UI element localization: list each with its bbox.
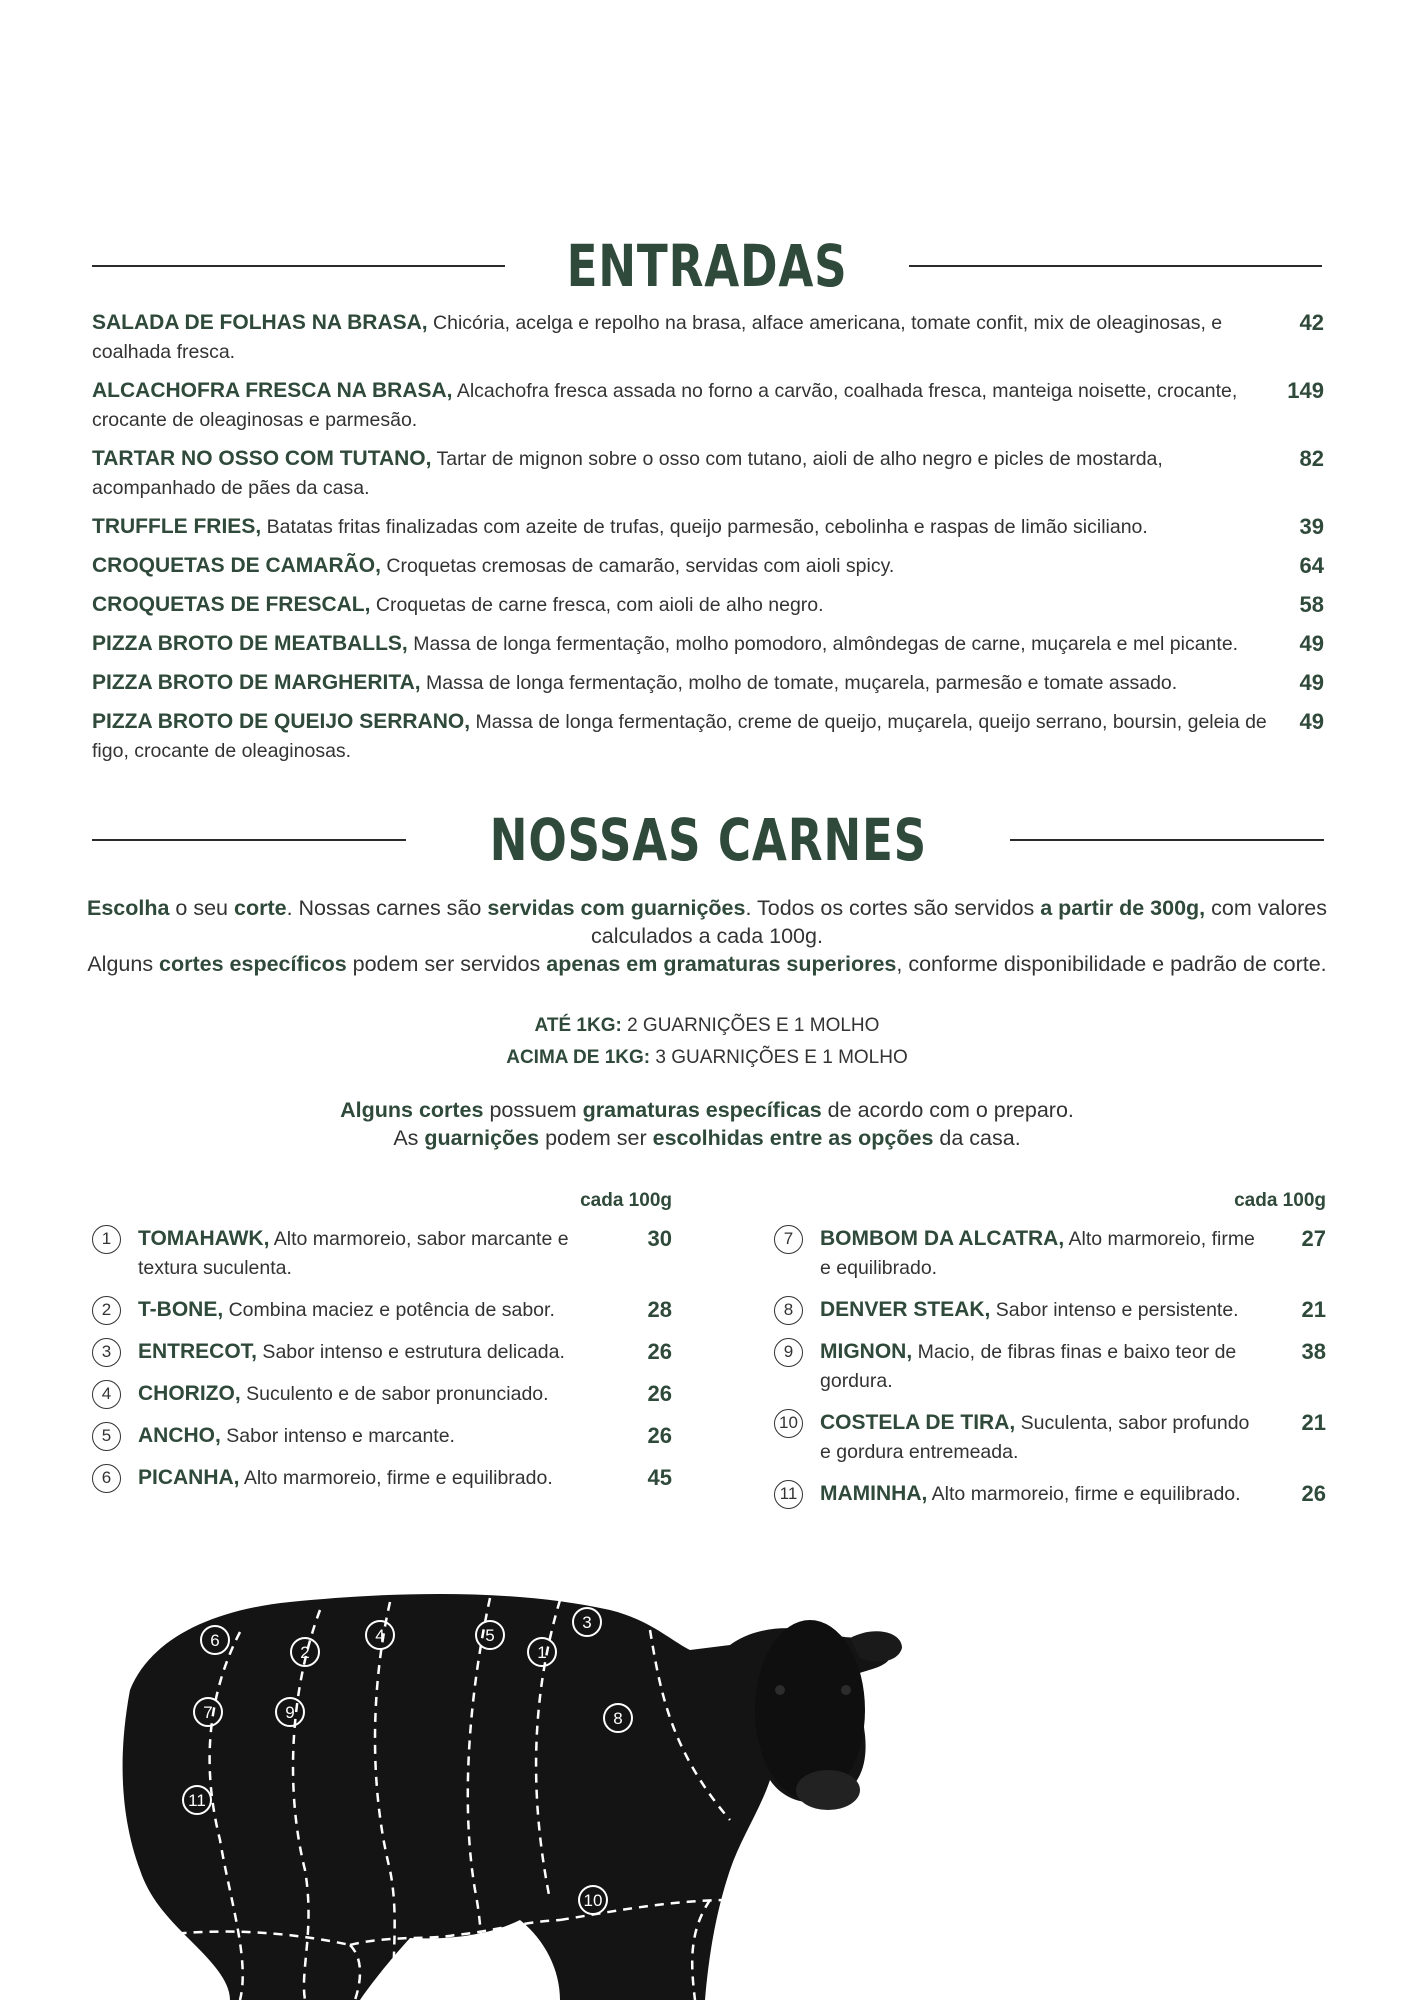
body-text: de acordo com o preparo. (821, 1098, 1074, 1122)
carnes-header (92, 800, 1324, 880)
cut-description: Alto marmoreio, firme e equilibrado. (239, 1467, 553, 1489)
menu-item-name: SALADA DE FOLHAS NA BRASA, (92, 311, 428, 334)
garnish-rule-1-label: ATÉ 1KG: (534, 1015, 622, 1036)
cut-description: Alto marmoreio, firme e equilibrado. (820, 1228, 1255, 1279)
cut-description: Suculento e de sabor pronunciado. (240, 1383, 549, 1405)
body-text: com valores calculados a cada 100g. (591, 896, 1328, 948)
cut-item (774, 1479, 1326, 1509)
menu-item-price: 39 (1299, 514, 1324, 539)
cut-text (820, 1224, 1260, 1283)
emphasis-text: apenas em gramaturas superiores (546, 952, 897, 976)
cut-name: CHORIZO, (138, 1382, 241, 1405)
header-rule-left (92, 265, 505, 267)
carnes-note-text (70, 1096, 1344, 1152)
menu-item-text (92, 444, 1272, 503)
menu-item-description: Croquetas de carne fresca, com aioli de alho negro. (370, 594, 824, 616)
emphasis-text: servidas com guarnições (487, 896, 746, 920)
cut-text (820, 1408, 1260, 1467)
garnish-rule-1-text: 2 GUARNIÇÕES E 1 MOLHO (621, 1015, 880, 1036)
cut-text (138, 1421, 578, 1451)
cow-eye (775, 1685, 785, 1695)
cut-price: 27 (1301, 1226, 1326, 1251)
menu-item-name: TRUFFLE FRIES, (92, 515, 262, 538)
cut-text (138, 1295, 578, 1325)
header-rule-left (92, 839, 406, 841)
menu-item-price: 64 (1299, 553, 1324, 578)
cow-cut-marker-label: 7 (203, 1703, 213, 1722)
cut-price: 21 (1301, 1410, 1326, 1435)
menu-item-text (92, 707, 1272, 766)
menu-item (92, 707, 1324, 766)
section-title-carnes: NOSSAS CARNES (489, 806, 927, 874)
entradas-list (92, 308, 1324, 775)
cut-price: 26 (647, 1423, 672, 1448)
cut-name: T-BONE, (138, 1298, 224, 1321)
carnes-intro-text (70, 894, 1344, 978)
cut-text (138, 1463, 578, 1493)
cut-number-badge: 2 (92, 1296, 121, 1325)
cut-description: Macio, de fibras finas e baixo teor de gordura. (820, 1341, 1237, 1392)
body-text: da casa. (933, 1126, 1021, 1150)
cut-number-badge: 9 (774, 1338, 803, 1367)
cow-cut-marker-label: 6 (210, 1631, 220, 1650)
menu-item-description: Massa de longa fermentação, creme de queijo, muçarela, queijo serrano, boursin, geleia de figo, crocante de oleaginosas. (92, 711, 1267, 762)
body-text: As (393, 1126, 425, 1150)
emphasis-text: escolhidas entre as opções (652, 1126, 934, 1150)
menu-item-name: CROQUETAS DE CAMARÃO, (92, 554, 381, 577)
cow-cut-marker-label: 5 (485, 1626, 495, 1645)
body-text: . Todos os cortes são servidos (745, 896, 1041, 920)
cut-number-badge: 8 (774, 1296, 803, 1325)
cut-price: 30 (647, 1226, 672, 1251)
cut-name: ENTRECOT, (138, 1340, 258, 1363)
cut-price: 38 (1301, 1339, 1326, 1364)
cut-text (138, 1337, 578, 1367)
emphasis-text: cortes específicos (159, 952, 347, 976)
menu-item-price: 58 (1299, 592, 1324, 617)
cut-description: Suculenta, sabor profundo e gordura entremeada. (820, 1412, 1250, 1463)
cut-item (92, 1463, 672, 1493)
cuts-column-right (774, 1190, 1326, 1521)
body-text: o seu (169, 896, 234, 920)
cut-name: MIGNON, (820, 1340, 913, 1363)
cut-text (138, 1224, 578, 1283)
menu-item-name: CROQUETAS DE FRESCAL, (92, 593, 371, 616)
cut-number-badge: 6 (92, 1464, 121, 1493)
menu-item-price: 42 (1299, 310, 1324, 335)
cut-description: Sabor intenso e persistente. (990, 1299, 1239, 1321)
menu-item-text (92, 551, 1272, 581)
garnish-rule-2-label: ACIMA DE 1KG: (506, 1047, 651, 1068)
menu-item-name: PIZZA BROTO DE QUEIJO SERRANO, (92, 710, 471, 733)
menu-item (92, 512, 1324, 542)
menu-item (92, 629, 1324, 659)
menu-item-price: 49 (1299, 670, 1324, 695)
cut-item (774, 1224, 1326, 1283)
menu-item (92, 590, 1324, 620)
cow-head (755, 1620, 865, 1800)
cut-price: 21 (1301, 1297, 1326, 1322)
cow-cut-marker-label: 1 (537, 1643, 547, 1662)
menu-item-description: Batatas fritas finalizadas com azeite de trufas, queijo parmesão, cebolinha e raspas de limão siciliano. (261, 516, 1148, 538)
garnish-rule-2 (70, 1042, 1344, 1074)
cut-text (138, 1379, 578, 1409)
header-rule-right (1010, 839, 1324, 841)
menu-item-text (92, 308, 1272, 367)
cow-snout (796, 1770, 860, 1810)
menu-item-text (92, 512, 1272, 542)
cuts-list-left (92, 1224, 672, 1493)
cut-name: BOMBOM DA ALCATRA, (820, 1227, 1065, 1250)
cow-silhouette (123, 1594, 902, 2000)
menu-item-price: 49 (1299, 709, 1324, 734)
cut-item (92, 1421, 672, 1451)
cut-text (820, 1479, 1260, 1509)
cow-cuts-illustration (90, 1540, 970, 2000)
body-text: podem ser (539, 1126, 653, 1150)
menu-item-text (92, 668, 1272, 698)
cuts-column-left (92, 1190, 672, 1505)
cut-number-badge: 7 (774, 1225, 803, 1254)
emphasis-text: gramaturas específicas (582, 1098, 822, 1122)
menu-item-name: ALCACHOFRA FRESCA NA BRASA, (92, 379, 453, 402)
cut-number-badge: 10 (774, 1409, 803, 1438)
cow-cut-marker-label: 4 (375, 1626, 385, 1645)
cut-number-badge: 5 (92, 1422, 121, 1451)
menu-item (92, 444, 1324, 503)
cut-name: MAMINHA, (820, 1482, 928, 1505)
cut-name: ANCHO, (138, 1424, 221, 1447)
menu-item-text (92, 629, 1272, 659)
entradas-header (92, 226, 1322, 306)
garnish-rule-1 (70, 1010, 1344, 1042)
emphasis-text: Escolha (86, 896, 170, 920)
cut-item (92, 1337, 672, 1367)
menu-item-description: Massa de longa fermentação, molho de tomate, muçarela, parmesão e tomate assado. (420, 672, 1178, 694)
cut-text (820, 1295, 1260, 1325)
cut-description: Alto marmoreio, firme e equilibrado. (927, 1483, 1241, 1505)
emphasis-text: Alguns cortes (340, 1098, 484, 1122)
body-text: . Nossas carnes são (286, 896, 488, 920)
menu-item-text (92, 376, 1272, 435)
menu-item-price: 49 (1299, 631, 1324, 656)
cut-item (774, 1295, 1326, 1325)
cut-number-badge: 11 (774, 1480, 803, 1509)
cut-number-badge: 1 (92, 1225, 121, 1254)
cut-price: 26 (647, 1381, 672, 1406)
cut-price: 45 (647, 1465, 672, 1490)
cut-item (92, 1295, 672, 1325)
cut-price: 28 (647, 1297, 672, 1322)
menu-item-price: 82 (1299, 446, 1324, 471)
menu-item (92, 376, 1324, 435)
menu-item-text (92, 590, 1272, 620)
cut-description: Sabor intenso e marcante. (220, 1425, 455, 1447)
cut-price: 26 (647, 1339, 672, 1364)
unit-label: cada 100g (580, 1190, 672, 1211)
cut-item (92, 1224, 672, 1283)
menu-item (92, 308, 1324, 367)
menu-item-description: Chicória, acelga e repolho na brasa, alface americana, tomate confit, mix de oleaginosas, e coalhada fresca. (92, 312, 1223, 363)
cut-description: Sabor intenso e estrutura delicada. (257, 1341, 565, 1363)
menu-item-description: Croquetas cremosas de camarão, servidas com aioli spicy. (380, 555, 895, 577)
cut-text (820, 1337, 1260, 1396)
cut-price: 26 (1301, 1481, 1326, 1506)
cut-name: COSTELA DE TIRA, (820, 1411, 1016, 1434)
menu-item-name: PIZZA BROTO DE MARGHERITA, (92, 671, 421, 694)
cow-cut-marker-label: 8 (613, 1709, 623, 1728)
menu-item-description: Alcachofra fresca assada no forno a carvão, coalhada fresca, manteiga noisette, crocante, crocante de oleaginosas e parmesão. (92, 380, 1238, 431)
cut-number-badge: 3 (92, 1338, 121, 1367)
cut-number-badge: 4 (92, 1380, 121, 1409)
emphasis-text: a partir de 300g, (1040, 896, 1206, 920)
body-text: possuem (483, 1098, 583, 1122)
body-text: , conforme disponibilidade e padrão de corte. (896, 952, 1327, 976)
cut-name: TOMAHAWK, (138, 1227, 270, 1250)
menu-item (92, 551, 1324, 581)
cow-cut-marker-label: 9 (285, 1703, 295, 1722)
emphasis-text: guarnições (424, 1126, 540, 1150)
cut-description: Combina maciez e potência de sabor. (223, 1299, 555, 1321)
cut-item (774, 1337, 1326, 1396)
garnish-rule-2-text: 3 GUARNIÇÕES E 1 MOLHO (650, 1047, 908, 1068)
cut-name: DENVER STEAK, (820, 1298, 991, 1321)
menu-item-description: Massa de longa fermentação, molho pomodoro, almôndegas de carne, muçarela e mel picante. (407, 633, 1239, 655)
cut-item (774, 1408, 1326, 1467)
cut-description: Alto marmoreio, sabor marcante e textura suculenta. (138, 1228, 569, 1279)
cuts-list-right (774, 1224, 1326, 1509)
body-text: Alguns (87, 952, 160, 976)
unit-label: cada 100g (1234, 1190, 1326, 1211)
cow-eye (841, 1685, 851, 1695)
body-text: podem ser servidos (346, 952, 547, 976)
cow-cut-marker-label: 11 (188, 1791, 206, 1810)
garnish-rules (70, 1010, 1344, 1074)
emphasis-text: corte (233, 896, 287, 920)
cow-cut-marker-label: 3 (582, 1613, 592, 1632)
menu-item-name: PIZZA BROTO DE MEATBALLS, (92, 632, 408, 655)
menu-item-description: Tartar de mignon sobre o osso com tutano, aioli de alho negro e picles de mostarda, acompanhado de pães da casa. (92, 448, 1163, 499)
menu-item-price: 149 (1287, 378, 1324, 403)
cow-cut-marker-label: 2 (300, 1643, 310, 1662)
cut-name: PICANHA, (138, 1466, 240, 1489)
menu-item (92, 668, 1324, 698)
header-rule-right (909, 265, 1322, 267)
section-title-entradas: ENTRADAS (566, 232, 848, 300)
menu-item-name: TARTAR NO OSSO COM TUTANO, (92, 447, 432, 470)
cow-cut-marker-label: 10 (583, 1891, 603, 1910)
cut-item (92, 1379, 672, 1409)
